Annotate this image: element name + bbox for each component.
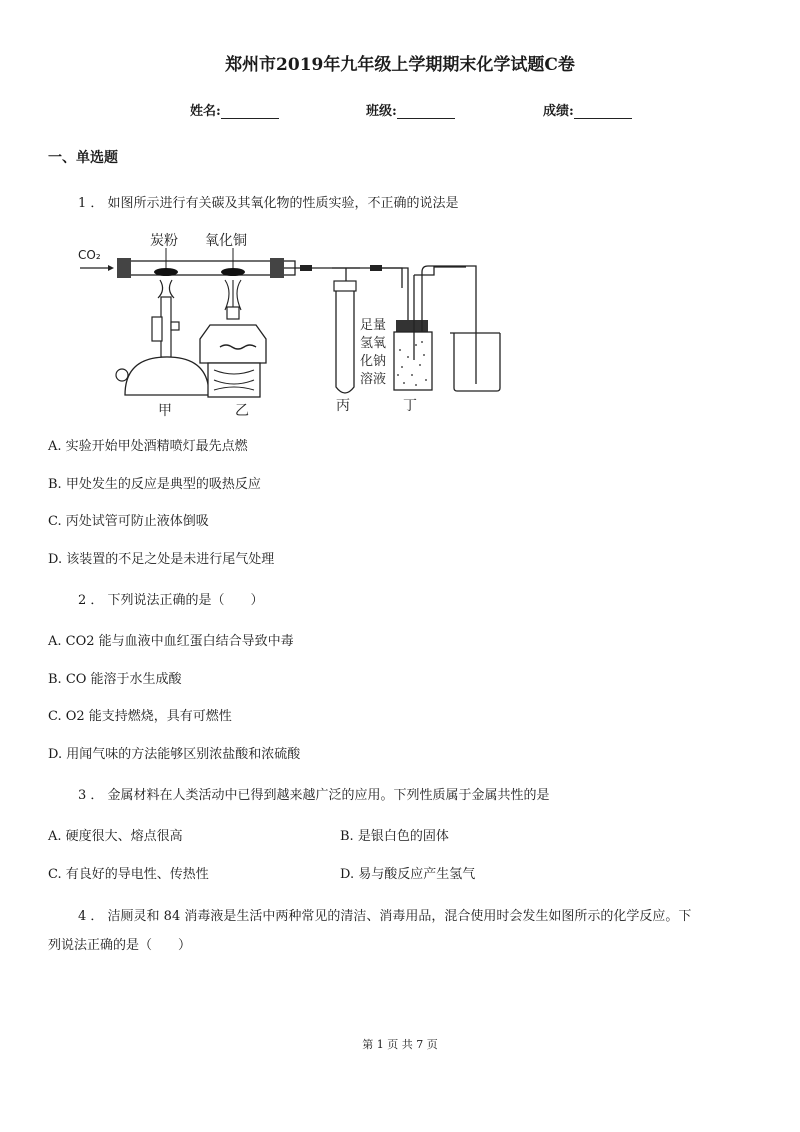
jia-lamp-base <box>125 357 209 395</box>
naoh-label-1: 足量 <box>360 318 387 333</box>
q3-option-c: C. 有良好的导电性、传热性 <box>48 867 209 882</box>
bing-test-tube <box>336 291 354 393</box>
score-field <box>543 100 632 119</box>
cuo-label: 氧化铜 <box>205 233 247 249</box>
jia-flame <box>158 280 174 298</box>
co2-arrowhead <box>108 265 114 271</box>
naoh-label-4: 溶液 <box>360 372 387 387</box>
naoh-label-2: 氢氧 <box>360 336 387 351</box>
jia-lamp-knob <box>171 322 179 330</box>
ding-bottle <box>394 332 432 390</box>
q3-option-a: A. 硬度很大、熔点很高 <box>48 829 183 844</box>
question-2-stem: 2 ． 下列说法正确的是（ ） <box>78 593 264 608</box>
question-1-stem: 1 ． 如图所示进行有关碳及其氧化物的性质实验，不正确的说法是 <box>78 196 459 211</box>
q2-option-d: D. 用闻气味的方法能够区别浓盐酸和浓硫酸 <box>48 747 301 762</box>
beaker <box>450 333 500 391</box>
bing-label: 丙 <box>336 398 350 414</box>
class-blank <box>397 104 455 119</box>
rubber-joint-1 <box>300 265 312 271</box>
yi-lamp-body <box>200 325 266 363</box>
q2-option-c: C. O2 能支持燃烧，具有可燃性 <box>48 709 232 724</box>
page-title: 郑州市2019年九年级上学期期末化学试题C卷 <box>225 55 575 75</box>
q2-option-b: B. CO 能溶于水生成酸 <box>48 672 182 687</box>
q1-apparatus-diagram <box>70 225 510 420</box>
q1-option-c: C. 丙处试管可防止液体倒吸 <box>48 514 209 529</box>
yi-flame <box>225 280 241 310</box>
jia-lamp-clamp <box>152 317 162 341</box>
question-4-stem-line-2: 列说法正确的是（ ） <box>48 938 192 953</box>
q1-option-a: A. 实验开始甲处酒精喷灯最先点燃 <box>48 439 248 454</box>
carbon-label: 炭粉 <box>150 233 178 249</box>
glass-tube <box>125 261 295 275</box>
name-label: 姓名: <box>190 104 221 119</box>
right-stopper <box>270 258 284 278</box>
page-footer: 第 1 页 共 7 页 <box>362 1038 438 1051</box>
score-blank <box>574 104 632 119</box>
ding-stopper <box>396 320 428 332</box>
q2-option-a: A. CO2 能与血液中血红蛋白结合导致中毒 <box>48 634 294 649</box>
bing-stopper <box>334 281 356 291</box>
carbon-powder <box>154 268 178 276</box>
naoh-label-3: 化钠 <box>360 354 387 369</box>
class-label: 班级: <box>366 104 397 119</box>
co2-label: CO₂ <box>78 248 101 262</box>
q3-option-d: D. 易与酸反应产生氢气 <box>340 867 476 882</box>
q3-option-b: B. 是银白色的固体 <box>340 829 449 844</box>
question-4-stem-line-1: 4 ． 洁厕灵和 84 消毒液是生活中两种常见的清洁、消毒用品，混合使用时会发生如图所示的化学反应。下 <box>78 909 692 924</box>
class-field <box>366 100 455 119</box>
ding-label: 丁 <box>403 398 417 414</box>
question-3-stem: 3 ． 金属材料在人类活动中已得到越来越广泛的应用。下列性质属于金属共性的是 <box>78 788 550 803</box>
score-label: 成绩: <box>543 104 574 119</box>
yi-label: 乙 <box>235 403 249 419</box>
left-stopper <box>117 258 131 278</box>
q1-option-b: B. 甲处发生的反应是典型的吸热反应 <box>48 477 261 492</box>
yi-wick-holder <box>227 307 239 319</box>
name-blank <box>221 104 279 119</box>
section-heading-single-choice: 一、单选题 <box>48 150 118 166</box>
cuo-powder <box>221 268 245 276</box>
q1-option-d: D. 该装置的不足之处是未进行尾气处理 <box>48 552 275 567</box>
yi-wood-block <box>208 363 260 397</box>
name-field <box>190 100 279 119</box>
jia-label: 甲 <box>158 403 172 419</box>
jia-lamp-cap <box>116 369 128 381</box>
